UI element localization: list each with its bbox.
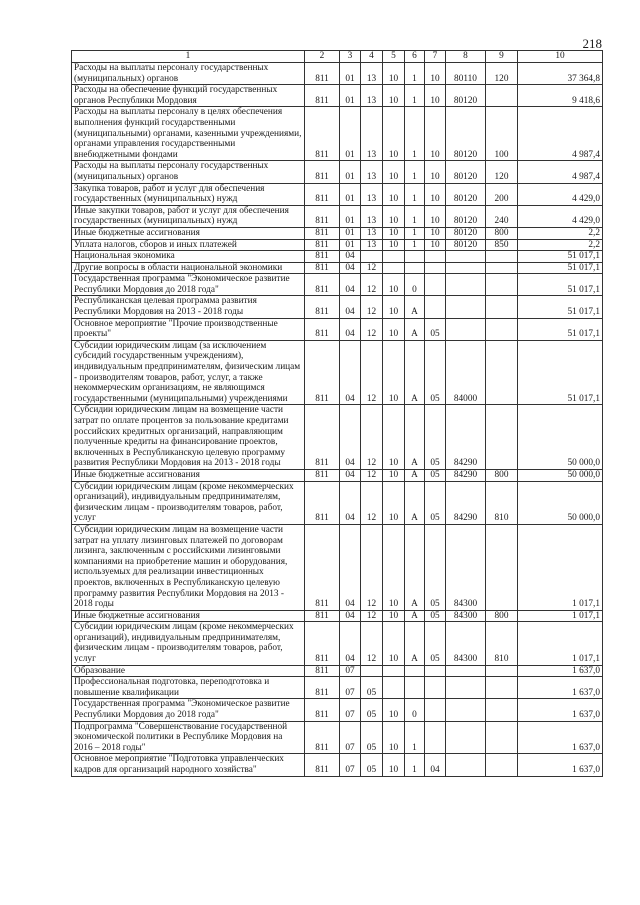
ministry-cell: 811 [305,227,340,239]
direction-cell [446,721,486,754]
direction-cell [446,251,486,263]
table-row [72,85,603,107]
expense-type-cell: 800 [486,610,518,622]
subsection-cell: 12 [361,610,383,622]
table-row [72,318,603,340]
subsection-cell: 12 [361,274,383,296]
direction-cell: 80120 [446,183,486,205]
ministry-cell: 811 [305,251,340,263]
name-cell: Подпрограмма "Совершенствование государственной экономической политики в Республике Мордовия на 2016 – 2018 годы" [72,721,305,754]
direction-cell: 80120 [446,205,486,227]
subprogram-cell: 1 [405,85,425,107]
section-cell: 07 [340,721,361,754]
main-measure-cell: 10 [425,85,446,107]
section-cell: 01 [340,239,361,251]
ministry-cell: 811 [305,622,340,665]
name-cell: Субсидии юридическим лицам (кроме некоммерческих организаций), индивидуальным предпринимателям, физическим лицам - производителям товаров, работ, услуг [72,481,305,524]
subsection-cell [361,665,383,677]
amount-cell: 50 000,0 [518,469,603,481]
table-row [72,251,603,263]
section-cell: 04 [340,469,361,481]
ministry-cell: 811 [305,107,340,161]
expense-type-cell [486,296,518,318]
subsection-cell: 13 [361,161,383,183]
direction-cell: 80120 [446,161,486,183]
main-measure-cell [425,699,446,721]
amount-cell: 1 637,0 [518,721,603,754]
ministry-cell: 811 [305,63,340,85]
section-cell: 01 [340,227,361,239]
direction-cell: 84290 [446,405,486,470]
name-cell: Иные бюджетные ассигнования [72,469,305,481]
ministry-cell: 811 [305,262,340,274]
direction-cell: 80120 [446,107,486,161]
main-measure-cell: 05 [425,318,446,340]
column-header-9: 9 [486,51,518,63]
name-cell: Основное мероприятие "Подготовка управленческих кадров для организаций народного хозяйства" [72,754,305,776]
expense-type-cell: 120 [486,161,518,183]
expense-type-cell [486,85,518,107]
name-cell: Национальная экономика [72,251,305,263]
expense-type-cell: 800 [486,227,518,239]
program-cell [383,665,405,677]
subprogram-cell: А [405,405,425,470]
direction-cell: 84000 [446,340,486,405]
section-cell: 04 [340,274,361,296]
main-measure-cell: 05 [425,622,446,665]
table-row [72,610,603,622]
direction-cell [446,274,486,296]
ministry-cell: 811 [305,318,340,340]
expense-type-cell: 810 [486,622,518,665]
amount-cell: 2,2 [518,227,603,239]
subprogram-cell: 1 [405,721,425,754]
program-cell: 10 [383,239,405,251]
ministry-cell: 811 [305,469,340,481]
table-row [72,665,603,677]
subsection-cell: 13 [361,227,383,239]
name-cell: Субсидии юридическим лицам (кроме некоммерческих организаций), индивидуальным предпринимателям, физическим лицам - производителям товаров, работ, услуг [72,622,305,665]
subprogram-cell [405,251,425,263]
subsection-cell: 05 [361,677,383,699]
main-measure-cell: 05 [425,405,446,470]
table-row [72,296,603,318]
table-row [72,699,603,721]
direction-cell: 84300 [446,622,486,665]
subprogram-cell: А [405,622,425,665]
direction-cell: 84290 [446,469,486,481]
main-measure-cell: 10 [425,63,446,85]
name-cell: Расходы на обеспечение функций государственных органов Республики Мордовия [72,85,305,107]
amount-cell: 51 017,1 [518,296,603,318]
amount-cell: 1 637,0 [518,677,603,699]
section-cell: 07 [340,754,361,776]
subsection-cell: 13 [361,239,383,251]
expense-type-cell: 800 [486,469,518,481]
direction-cell: 80120 [446,85,486,107]
column-header-10: 10 [518,51,603,63]
direction-cell: 80110 [446,63,486,85]
subsection-cell [361,251,383,263]
section-cell: 04 [340,296,361,318]
amount-cell: 51 017,1 [518,274,603,296]
name-cell: Иные бюджетные ассигнования [72,610,305,622]
main-measure-cell: 10 [425,107,446,161]
section-cell: 04 [340,622,361,665]
name-cell: Профессиональная подготовка, переподготовка и повышение квалификации [72,677,305,699]
name-cell: Государственная программа "Экономическое развитие Республики Мордовия до 2018 года" [72,274,305,296]
table-row [72,183,603,205]
ministry-cell: 811 [305,274,340,296]
subprogram-cell: 1 [405,205,425,227]
subprogram-cell: 0 [405,274,425,296]
subsection-cell: 12 [361,318,383,340]
amount-cell: 50 000,0 [518,481,603,524]
subprogram-cell: А [405,318,425,340]
program-cell: 10 [383,481,405,524]
program-cell: 10 [383,205,405,227]
expense-type-cell [486,340,518,405]
ministry-cell: 811 [305,610,340,622]
main-measure-cell [425,274,446,296]
expense-type-cell [486,677,518,699]
table-row [72,227,603,239]
ministry-cell: 811 [305,85,340,107]
program-cell: 10 [383,340,405,405]
ministry-cell: 811 [305,754,340,776]
subsection-cell: 13 [361,107,383,161]
subprogram-cell: 1 [405,161,425,183]
name-cell: Республиканская целевая программа развития Республики Мордовия на 2013 - 2018 годы [72,296,305,318]
section-cell: 07 [340,677,361,699]
ministry-cell: 811 [305,205,340,227]
amount-cell: 4 429,0 [518,183,603,205]
budget-table [71,50,603,777]
subsection-cell: 05 [361,699,383,721]
name-cell: Государственная программа "Экономическое развитие Республики Мордовия до 2018 года" [72,699,305,721]
direction-cell [446,754,486,776]
section-cell: 01 [340,63,361,85]
amount-cell: 50 000,0 [518,405,603,470]
subsection-cell: 13 [361,183,383,205]
subprogram-cell [405,665,425,677]
main-measure-cell [425,296,446,318]
section-cell: 04 [340,481,361,524]
ministry-cell: 811 [305,405,340,470]
table-row [72,481,603,524]
ministry-cell: 811 [305,296,340,318]
subprogram-cell: 1 [405,107,425,161]
amount-cell: 9 418,6 [518,85,603,107]
subsection-cell: 05 [361,721,383,754]
subprogram-cell: А [405,610,425,622]
ministry-cell: 811 [305,677,340,699]
main-measure-cell: 10 [425,161,446,183]
section-cell: 01 [340,183,361,205]
table-row [72,721,603,754]
subprogram-cell: 1 [405,227,425,239]
expense-type-cell [486,524,518,610]
table-row [72,469,603,481]
table-row [72,205,603,227]
ministry-cell: 811 [305,699,340,721]
program-cell: 10 [383,524,405,610]
table-row [72,622,603,665]
column-header-2: 2 [305,51,340,63]
direction-cell [446,318,486,340]
subsection-cell: 13 [361,63,383,85]
direction-cell: 84300 [446,610,486,622]
ministry-cell: 811 [305,340,340,405]
expense-type-cell [486,274,518,296]
ministry-cell: 811 [305,481,340,524]
amount-cell: 4 429,0 [518,205,603,227]
subsection-cell: 12 [361,405,383,470]
direction-cell [446,677,486,699]
expense-type-cell: 200 [486,183,518,205]
program-cell: 10 [383,274,405,296]
expense-type-cell [486,754,518,776]
subprogram-cell: А [405,469,425,481]
expense-type-cell [486,251,518,263]
name-cell: Субсидии юридическим лицам на возмещение части затрат на уплату лизинговых платежей по договорам лизинга, заключенным с российскими лизинговыми компаниями на приобретение машин и оборудования, используемых для реализации инвестиционных проектов, включенных в Республиканскую целевую программу развития Республики Мордовия на 2013 - 2018 годы [72,524,305,610]
ministry-cell: 811 [305,524,340,610]
expense-type-cell [486,699,518,721]
main-measure-cell [425,251,446,263]
subprogram-cell: А [405,340,425,405]
direction-cell: 84300 [446,524,486,610]
amount-cell: 51 017,1 [518,251,603,263]
expense-type-cell [486,665,518,677]
main-measure-cell: 05 [425,340,446,405]
subsection-cell: 12 [361,469,383,481]
main-measure-cell: 05 [425,481,446,524]
program-cell: 10 [383,161,405,183]
table-row [72,161,603,183]
name-cell: Образование [72,665,305,677]
main-measure-cell: 04 [425,754,446,776]
main-measure-cell [425,721,446,754]
column-header-7: 7 [425,51,446,63]
section-cell: 04 [340,340,361,405]
name-cell: Иные бюджетные ассигнования [72,227,305,239]
subprogram-cell: 1 [405,239,425,251]
section-cell: 07 [340,699,361,721]
ministry-cell: 811 [305,161,340,183]
subprogram-cell: 1 [405,754,425,776]
name-cell: Расходы на выплаты персоналу государственных (муниципальных) органов [72,161,305,183]
ministry-cell: 811 [305,183,340,205]
subsection-cell: 12 [361,340,383,405]
expense-type-cell [486,405,518,470]
table-row [72,754,603,776]
column-header-4: 4 [361,51,383,63]
program-cell: 10 [383,107,405,161]
amount-cell: 1 637,0 [518,665,603,677]
name-cell: Субсидии юридическим лицам на возмещение части затрат по оплате процентов за пользование кредитами российских кредитных организаций, направляющим полученные кредиты на финансирование проектов, включенных в Республиканскую целевую программу развития Республики Мордовия на 2013 - 2018 годы [72,405,305,470]
ministry-cell: 811 [305,721,340,754]
amount-cell: 1 637,0 [518,754,603,776]
ministry-cell: 811 [305,665,340,677]
main-measure-cell: 10 [425,227,446,239]
main-measure-cell: 10 [425,239,446,251]
subsection-cell: 12 [361,262,383,274]
program-cell: 10 [383,296,405,318]
section-cell: 04 [340,524,361,610]
program-cell [383,251,405,263]
expense-type-cell [486,721,518,754]
ministry-cell: 811 [305,239,340,251]
amount-cell: 4 987,4 [518,161,603,183]
subprogram-cell [405,262,425,274]
program-cell: 10 [383,721,405,754]
name-cell: Расходы на выплаты персоналу в целях обеспечения выполнения функций государственными (муниципальными) органами, казенными учреждениями, органами управления государственными внебюджетными фондами [72,107,305,161]
subprogram-cell: 1 [405,63,425,85]
main-measure-cell: 05 [425,469,446,481]
expense-type-cell: 100 [486,107,518,161]
column-header-8: 8 [446,51,486,63]
table-row [72,107,603,161]
program-cell: 10 [383,699,405,721]
name-cell: Расходы на выплаты персоналу государственных (муниципальных) органов [72,63,305,85]
amount-cell: 1 017,1 [518,622,603,665]
subsection-cell: 13 [361,85,383,107]
amount-cell: 51 017,1 [518,262,603,274]
subsection-cell: 12 [361,481,383,524]
program-cell: 10 [383,469,405,481]
subprogram-cell: 1 [405,183,425,205]
subprogram-cell: А [405,524,425,610]
program-cell: 10 [383,85,405,107]
subprogram-cell: 0 [405,699,425,721]
direction-cell: 80120 [446,227,486,239]
page-number: 218 [582,36,602,51]
subprogram-cell [405,677,425,699]
section-cell: 04 [340,318,361,340]
program-cell: 10 [383,227,405,239]
program-cell: 10 [383,63,405,85]
section-cell: 01 [340,85,361,107]
expense-type-cell [486,262,518,274]
program-cell [383,262,405,274]
column-header-3: 3 [340,51,361,63]
section-cell: 04 [340,405,361,470]
direction-cell: 80120 [446,239,486,251]
main-measure-cell: 10 [425,205,446,227]
expense-type-cell: 810 [486,481,518,524]
subsection-cell: 05 [361,754,383,776]
name-cell: Субсидии юридическим лицам (за исключением субсидий государственным учреждениям), индивидуальным предпринимателям, физическим лицам - производителям товаров, работ, услуг, а также некоммерческим организациям, не являющимся государственными (муниципальными) учреждениями [72,340,305,405]
program-cell: 10 [383,622,405,665]
column-header-5: 5 [383,51,405,63]
name-cell: Другие вопросы в области национальной экономики [72,262,305,274]
main-measure-cell: 10 [425,183,446,205]
amount-cell: 1 017,1 [518,524,603,610]
name-cell: Иные закупки товаров, работ и услуг для обеспечения государственных (муниципальных) нужд [72,205,305,227]
subsection-cell: 13 [361,205,383,227]
program-cell: 10 [383,610,405,622]
program-cell: 10 [383,318,405,340]
section-cell: 01 [340,107,361,161]
name-cell: Закупка товаров, работ и услуг для обеспечения государственных (муниципальных) нужд [72,183,305,205]
subsection-cell: 12 [361,524,383,610]
subsection-cell: 12 [361,622,383,665]
section-cell: 07 [340,665,361,677]
table-row [72,524,603,610]
table-row [72,405,603,470]
subsection-cell: 12 [361,296,383,318]
program-cell: 10 [383,405,405,470]
table-row [72,340,603,405]
main-measure-cell [425,262,446,274]
expense-type-cell: 850 [486,239,518,251]
column-header-6: 6 [405,51,425,63]
table-row [72,239,603,251]
expense-type-cell: 240 [486,205,518,227]
header-row [72,51,603,63]
program-cell: 10 [383,754,405,776]
amount-cell: 1 637,0 [518,699,603,721]
main-measure-cell [425,665,446,677]
table-row [72,63,603,85]
direction-cell: 84290 [446,481,486,524]
main-measure-cell: 05 [425,524,446,610]
expense-type-cell [486,318,518,340]
section-cell: 04 [340,610,361,622]
program-cell: 10 [383,183,405,205]
direction-cell [446,665,486,677]
amount-cell: 37 364,8 [518,63,603,85]
amount-cell: 1 017,1 [518,610,603,622]
section-cell: 01 [340,161,361,183]
amount-cell: 51 017,1 [518,340,603,405]
subprogram-cell: А [405,296,425,318]
amount-cell: 2,2 [518,239,603,251]
section-cell: 01 [340,205,361,227]
amount-cell: 4 987,4 [518,107,603,161]
table-row [72,262,603,274]
main-measure-cell [425,677,446,699]
name-cell: Основное мероприятие "Прочие производственные проекты" [72,318,305,340]
table-row [72,274,603,296]
direction-cell [446,262,486,274]
direction-cell [446,296,486,318]
expense-type-cell: 120 [486,63,518,85]
amount-cell: 51 017,1 [518,318,603,340]
program-cell [383,677,405,699]
subprogram-cell: А [405,481,425,524]
column-header-1: 1 [72,51,305,63]
name-cell: Уплата налогов, сборов и иных платежей [72,239,305,251]
section-cell: 04 [340,262,361,274]
direction-cell [446,699,486,721]
section-cell: 04 [340,251,361,263]
table-row [72,677,603,699]
main-measure-cell: 05 [425,610,446,622]
